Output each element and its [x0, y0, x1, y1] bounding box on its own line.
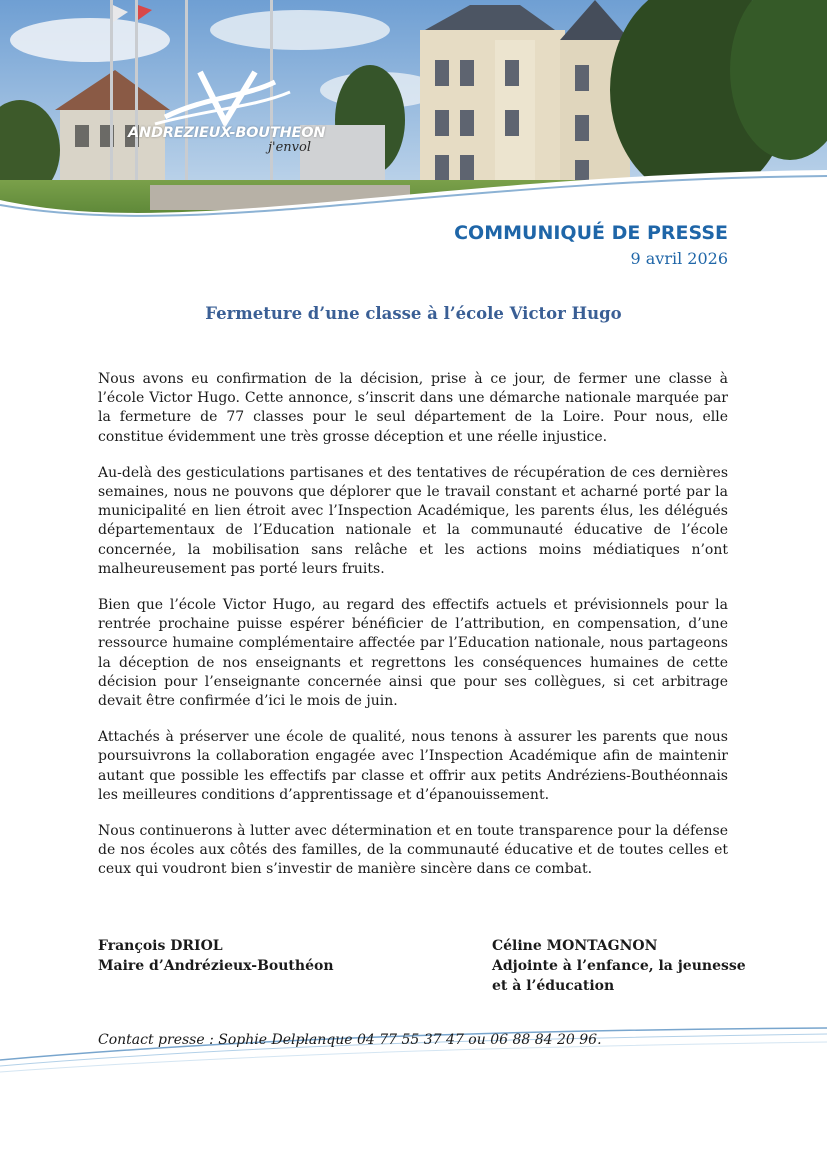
signatory-role: Maire d’Andrézieux-Bouthéon [98, 958, 334, 974]
body-paragraph: Nous continuerons à lutter avec détermination et en toute transparence pour la défense de nos écoles aux côtés des familles, de la communauté éducative et de toutes celles et ceux qui voudront bien s’investir de manière sincère dans ce combat. [98, 823, 728, 878]
logo-tagline: j'envol [268, 140, 311, 155]
press-contact: Contact presse : Sophie Delplanque 04 77 55 37 47 ou 06 88 84 20 96. [98, 1032, 602, 1048]
body-paragraph: Nous avons eu confirmation de la décision, prise à ce jour, de fermer une classe à l’école Victor Hugo. Cette annonce, s’inscrit dans une démarche nationale marquée par la fermeture de 77 classes pour le seul département de la Loire. Pour nous, elle constitue évidemment une très grosse déception et une réelle injustice. [98, 371, 728, 445]
logo-wordmark: ANDREZIEUX-BOUTHEON [128, 125, 326, 141]
body-paragraph: Au-delà des gesticulations partisanes et des tentatives de récupération de ces dernières semaines, nous ne pouvons que déplorer que le travail constant et acharné porté par la municipalité en lien étroit avec l’Inspection Académique, les parents élus, les délégués départementaux de l’Education nationale et la communauté éducative de l’école concernée, la mobilisation sans relâche et les actions moins médiatiques n’ont malheureusement pas porté leurs fruits. [98, 464, 728, 577]
signatory-name: Céline MONTAGNON [492, 938, 658, 954]
document-title: Fermeture d’une classe à l’école Victor Hugo [205, 304, 622, 323]
body-paragraph: Bien que l’école Victor Hugo, au regard des effectifs actuels et prévisionnels pour la rentrée prochaine puisse espérer bénéficier de l’attribution, en compensation, d’une ressource humaine complémentaire affectée par l’Education nationale, nous partageons la déception de nos enseignants et regrettons les conséquences humaines de cette décision pour l’enseignante concernée ainsi que pour ses collègues, si cet arbitrage devait être confirmée d’ici le mois de juin. [98, 597, 728, 710]
signature-mayor [98, 936, 334, 976]
body-paragraph: Attachés à préserver une école de qualité, nous tenons à assurer les parents que nous poursuivrons la collaboration engagée avec l’Inspection Académique afin de maintenir autant que possible les effectifs par classe et offrir aux petits Andréziens-Bouthéonnais les meilleures conditions d’apprentissage et d’épanouissement. [98, 729, 728, 803]
footer-wave-decoration [0, 1020, 827, 1080]
signature-deputy [492, 936, 746, 996]
press-release-date: 9 avril 2026 [630, 249, 728, 268]
signatory-role-continued: et à l’éducation [492, 978, 615, 994]
signatory-role: Adjointe à l’enfance, la jeunesse [492, 958, 746, 974]
signatory-name: François DRIOL [98, 938, 223, 954]
press-release-heading: COMMUNIQUÉ DE PRESSE [454, 222, 728, 244]
document-body [98, 370, 728, 897]
